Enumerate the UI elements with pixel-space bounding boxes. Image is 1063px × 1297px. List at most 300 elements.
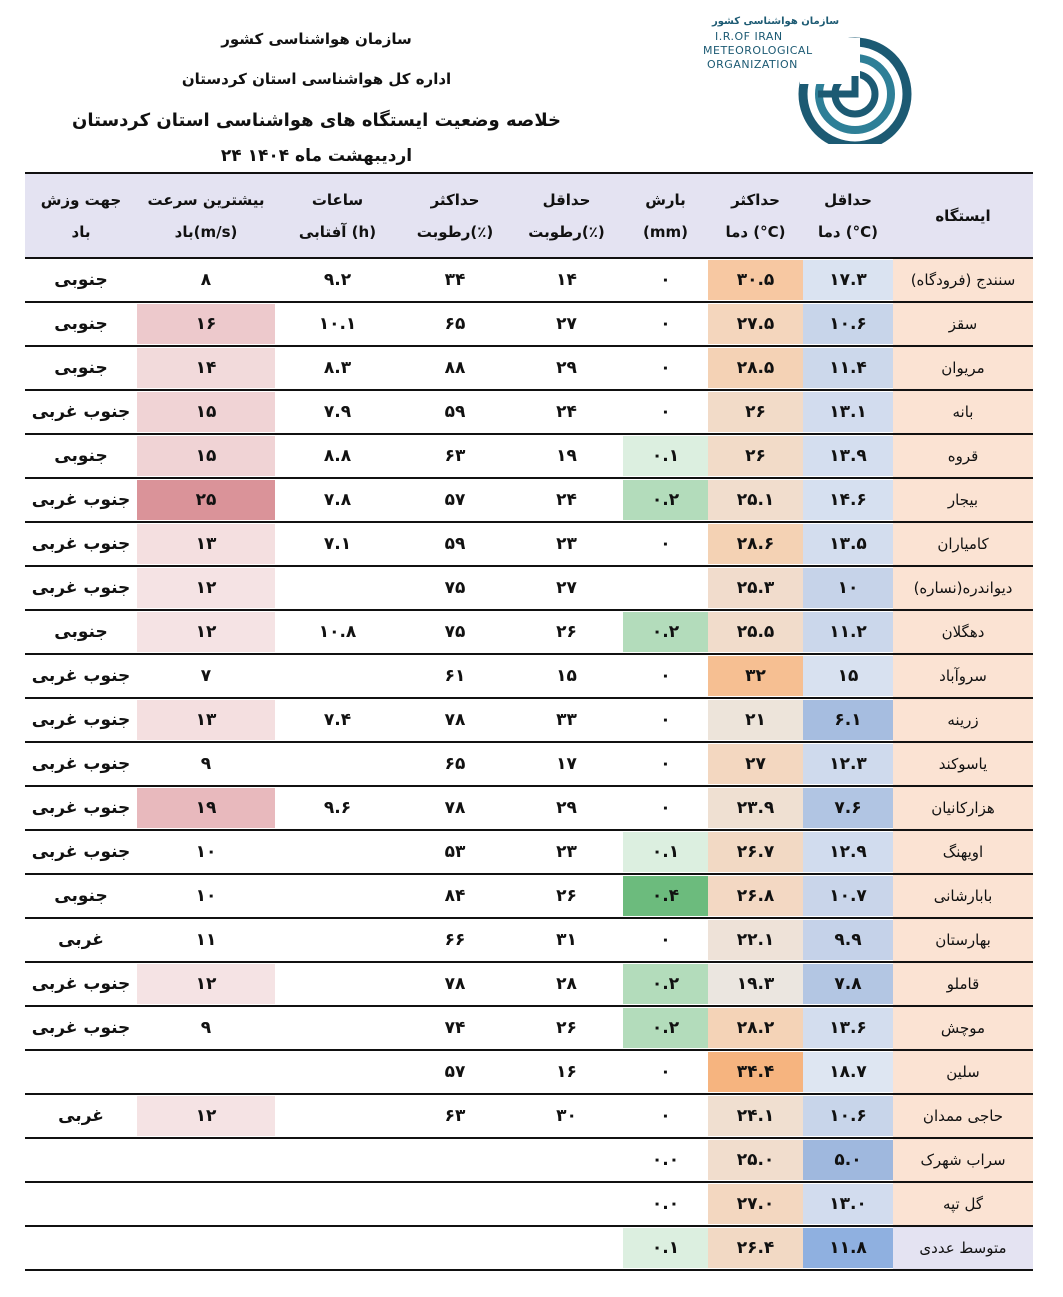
cell-precipitation	[623, 654, 708, 698]
table-row	[25, 610, 1033, 654]
cell-humidity-max: ۵۹	[400, 522, 510, 566]
table-row	[25, 1226, 1033, 1270]
col-header-temp-min: حداقل دما (°C)	[803, 173, 893, 258]
cell-temp-min	[803, 742, 893, 786]
cell-wind-speed	[137, 654, 275, 698]
cell-sunshine	[275, 1094, 400, 1138]
cell-temp-max-value: ۲۸.۲	[708, 1008, 803, 1048]
cell-humidity-min: ۱۶	[510, 1050, 623, 1094]
cell-wind-speed-value: ۱۰	[195, 886, 217, 906]
cell-humidity-max: ۶۳	[400, 434, 510, 478]
cell-wind-speed	[137, 1094, 275, 1138]
cell-station: سراب شهرک	[893, 1138, 1033, 1182]
cell-precipitation	[623, 1138, 708, 1182]
cell-humidity-min: ۲۴	[510, 390, 623, 434]
cell-station: سقز	[893, 302, 1033, 346]
cell-temp-max	[708, 1226, 803, 1270]
cell-wind-speed-value: ۹	[200, 754, 212, 774]
table-row	[25, 522, 1033, 566]
cell-wind-speed	[137, 742, 275, 786]
cell-wind-speed	[137, 302, 275, 346]
cell-wind-speed	[137, 1226, 275, 1270]
cell-precipitation-value: ۰.۱	[623, 832, 708, 872]
cell-temp-max-value: ۲۲.۱	[708, 920, 803, 960]
logo-english-line-2: METEOROLOGICAL	[703, 44, 813, 57]
cell-wind-speed	[137, 258, 275, 302]
cell-wind-speed	[137, 698, 275, 742]
cell-wind-speed	[137, 346, 275, 390]
cell-precipitation-value: ۰.۲	[623, 480, 708, 520]
cell-wind-direction: جنوب غربی	[25, 786, 137, 830]
cell-sunshine	[275, 918, 400, 962]
cell-station: قروه	[893, 434, 1033, 478]
cell-temp-min-value: ۱۰.۶	[803, 1096, 893, 1136]
cell-humidity-min	[510, 1138, 623, 1182]
cell-temp-max	[708, 698, 803, 742]
table-row	[25, 346, 1033, 390]
cell-temp-max	[708, 522, 803, 566]
cell-precipitation-value: ۰	[660, 1106, 671, 1126]
table-row	[25, 918, 1033, 962]
cell-temp-max-value: ۲۳.۹	[708, 788, 803, 828]
cell-sunshine	[275, 830, 400, 874]
cell-station: بیجار	[893, 478, 1033, 522]
cell-temp-min-value: ۱۱.۸	[803, 1228, 893, 1268]
weather-stations-table	[25, 172, 1033, 1271]
cell-wind-direction: جنوب غربی	[25, 654, 137, 698]
cell-precipitation-value: ۰	[660, 798, 671, 818]
cell-temp-min	[803, 258, 893, 302]
cell-sunshine	[275, 1006, 400, 1050]
cell-wind-speed-value: ۱۰	[195, 842, 217, 862]
cell-wind-direction	[25, 1050, 137, 1094]
cell-humidity-min: ۲۶	[510, 610, 623, 654]
cell-humidity-min: ۲۴	[510, 478, 623, 522]
table-row	[25, 1050, 1033, 1094]
cell-wind-direction: غربی	[25, 918, 137, 962]
cell-sunshine	[275, 1138, 400, 1182]
cell-sunshine: ۹.۲	[275, 258, 400, 302]
cell-humidity-max	[400, 1182, 510, 1226]
cell-humidity-max: ۶۳	[400, 1094, 510, 1138]
cell-humidity-max	[400, 1138, 510, 1182]
cell-wind-direction: جنوب غربی	[25, 830, 137, 874]
logo-persian-text: سازمان هواشناسی کشور	[712, 16, 840, 27]
cell-precipitation	[623, 918, 708, 962]
cell-humidity-min: ۱۷	[510, 742, 623, 786]
cell-station: سلین	[893, 1050, 1033, 1094]
cell-temp-min	[803, 786, 893, 830]
cell-precipitation	[623, 434, 708, 478]
cell-precipitation-value: ۰	[660, 666, 671, 686]
cell-wind-speed	[137, 786, 275, 830]
cell-temp-min-value: ۱۰	[803, 568, 893, 608]
cell-temp-min	[803, 390, 893, 434]
table-row	[25, 962, 1033, 1006]
cell-precipitation	[623, 1182, 708, 1226]
cell-sunshine: ۷.۴	[275, 698, 400, 742]
cell-wind-speed	[137, 830, 275, 874]
cell-humidity-min: ۲۳	[510, 522, 623, 566]
cell-temp-min-value: ۱۱.۲	[803, 612, 893, 652]
cell-station: قاملو	[893, 962, 1033, 1006]
cell-humidity-max: ۶۶	[400, 918, 510, 962]
cell-precipitation-value: ۰	[660, 314, 671, 334]
cell-temp-min	[803, 522, 893, 566]
cell-temp-max	[708, 654, 803, 698]
cell-humidity-min: ۲۶	[510, 1006, 623, 1050]
cell-temp-max	[708, 1182, 803, 1226]
cell-humidity-max: ۷۴	[400, 1006, 510, 1050]
cell-temp-max-value: ۲۷.۰	[708, 1184, 803, 1224]
cell-wind-speed-value: ۱۹	[137, 788, 275, 828]
cell-sunshine	[275, 1226, 400, 1270]
cell-sunshine: ۷.۹	[275, 390, 400, 434]
cell-temp-max	[708, 742, 803, 786]
cell-temp-min-value: ۱۳.۵	[803, 524, 893, 564]
cell-temp-max	[708, 830, 803, 874]
cell-wind-speed	[137, 610, 275, 654]
cell-precipitation	[623, 962, 708, 1006]
cell-station: کامیاران	[893, 522, 1033, 566]
cell-temp-max-value: ۳۴.۴	[708, 1052, 803, 1092]
cell-precipitation	[623, 610, 708, 654]
cell-precipitation-value: ۰	[660, 270, 671, 290]
cell-temp-min	[803, 874, 893, 918]
cell-humidity-max: ۷۸	[400, 786, 510, 830]
cell-humidity-max: ۷۵	[400, 610, 510, 654]
cell-temp-max	[708, 918, 803, 962]
table-row	[25, 390, 1033, 434]
cell-temp-max-value: ۳۲	[708, 656, 803, 696]
cell-temp-max	[708, 1094, 803, 1138]
cell-wind-speed-value: ۱۶	[137, 304, 275, 344]
cell-temp-max-value: ۲۱	[708, 700, 803, 740]
cell-humidity-max: ۵۹	[400, 390, 510, 434]
cell-temp-max	[708, 302, 803, 346]
cell-wind-speed-value: ۲۵	[137, 480, 275, 520]
cell-humidity-max: ۷۸	[400, 698, 510, 742]
cell-precipitation-value: ۰	[660, 402, 671, 422]
cell-wind-direction	[25, 1182, 137, 1226]
cell-temp-max	[708, 566, 803, 610]
cell-precipitation-value	[623, 568, 708, 608]
cell-station: موچش	[893, 1006, 1033, 1050]
cell-precipitation-value: ۰.۰	[651, 1194, 680, 1214]
organization-name: سازمان هواشناسی کشور	[221, 30, 412, 48]
cell-precipitation	[623, 522, 708, 566]
cell-humidity-max: ۶۵	[400, 742, 510, 786]
cell-humidity-max: ۷۵	[400, 566, 510, 610]
table-row	[25, 434, 1033, 478]
cell-station: مریوان	[893, 346, 1033, 390]
cell-wind-direction: جنوب غربی	[25, 742, 137, 786]
cell-humidity-max: ۵۷	[400, 478, 510, 522]
table-row	[25, 302, 1033, 346]
cell-temp-max	[708, 962, 803, 1006]
cell-temp-max-value: ۲۶	[708, 392, 803, 432]
cell-temp-min-value: ۱۸.۷	[803, 1052, 893, 1092]
cell-wind-direction: جنوبی	[25, 302, 137, 346]
cell-temp-min	[803, 1006, 893, 1050]
cell-wind-direction: جنوبی	[25, 258, 137, 302]
cell-station: دهگلان	[893, 610, 1033, 654]
cell-precipitation	[623, 1226, 708, 1270]
cell-sunshine: ۱۰.۱	[275, 302, 400, 346]
cell-temp-max-value: ۲۸.۶	[708, 524, 803, 564]
logo-english-line-1: I.R.OF IRAN	[715, 30, 783, 43]
cell-temp-max	[708, 874, 803, 918]
cell-wind-direction	[25, 1226, 137, 1270]
cell-temp-min	[803, 302, 893, 346]
cell-wind-speed-value: ۱۲	[137, 612, 275, 652]
cell-humidity-max: ۵۷	[400, 1050, 510, 1094]
cell-precipitation	[623, 478, 708, 522]
cell-humidity-min: ۱۵	[510, 654, 623, 698]
cell-temp-min	[803, 654, 893, 698]
cell-sunshine	[275, 1050, 400, 1094]
cell-temp-min-value: ۷.۸	[803, 964, 893, 1004]
cell-wind-direction: جنوب غربی	[25, 566, 137, 610]
cell-temp-min-value: ۱۲.۳	[803, 744, 893, 784]
cell-humidity-max: ۸۴	[400, 874, 510, 918]
cell-wind-speed-value: ۹	[200, 1018, 212, 1038]
cell-humidity-min: ۲۷	[510, 566, 623, 610]
cell-wind-speed	[137, 434, 275, 478]
cell-temp-max-value: ۲۷.۵	[708, 304, 803, 344]
department-name: اداره کل هواشناسی استان کردستان	[181, 70, 452, 88]
cell-temp-min-value: ۱۳.۱	[803, 392, 893, 432]
cell-wind-speed	[137, 1182, 275, 1226]
cell-station: گل تپه	[893, 1182, 1033, 1226]
cell-temp-max-value: ۱۹.۳	[708, 964, 803, 1004]
cell-temp-min-value: ۱۱.۴	[803, 348, 893, 388]
table-row	[25, 830, 1033, 874]
cell-sunshine	[275, 874, 400, 918]
cell-temp-max-value: ۳۰.۵	[708, 260, 803, 300]
cell-wind-speed-value: ۱۵	[137, 392, 275, 432]
cell-wind-speed	[137, 390, 275, 434]
cell-precipitation	[623, 258, 708, 302]
cell-wind-speed	[137, 1006, 275, 1050]
cell-temp-max	[708, 434, 803, 478]
cell-wind-speed-value: ۱۳	[137, 524, 275, 564]
cell-temp-min	[803, 1050, 893, 1094]
cell-temp-min-value: ۱۲.۹	[803, 832, 893, 872]
cell-temp-max-value: ۲۴.۱	[708, 1096, 803, 1136]
cell-wind-speed	[137, 1138, 275, 1182]
table-header-row	[25, 173, 1033, 258]
cell-station: سروآباد	[893, 654, 1033, 698]
table-row	[25, 742, 1033, 786]
cell-temp-max-value: ۲۵.۵	[708, 612, 803, 652]
cell-humidity-min: ۲۹	[510, 786, 623, 830]
cell-temp-min	[803, 1094, 893, 1138]
cell-precipitation-value: ۰.۱	[623, 1228, 708, 1268]
cell-wind-speed-value: ۱۵	[137, 436, 275, 476]
cell-precipitation-value: ۰	[660, 754, 671, 774]
cell-temp-max	[708, 478, 803, 522]
cell-humidity-max: ۸۸	[400, 346, 510, 390]
cell-wind-direction: جنوب غربی	[25, 1006, 137, 1050]
cell-wind-speed-value: ۱۲	[137, 964, 275, 1004]
cell-wind-speed-value: ۱۴	[137, 348, 275, 388]
cell-precipitation-value: ۰	[660, 1062, 671, 1082]
table-row	[25, 566, 1033, 610]
cell-wind-direction: جنوب غربی	[25, 962, 137, 1006]
cell-temp-min-value: ۱۳.۰	[803, 1184, 893, 1224]
cell-temp-max-value: ۲۶.۴	[708, 1228, 803, 1268]
cell-precipitation-value: ۰	[660, 358, 671, 378]
cell-wind-speed-value: ۱۳	[137, 700, 275, 740]
cell-sunshine	[275, 742, 400, 786]
cell-humidity-max: ۶۱	[400, 654, 510, 698]
cell-sunshine: ۹.۶	[275, 786, 400, 830]
cell-sunshine	[275, 654, 400, 698]
cell-wind-speed	[137, 478, 275, 522]
cell-sunshine: ۷.۸	[275, 478, 400, 522]
cell-temp-max	[708, 1050, 803, 1094]
cell-humidity-max: ۵۳	[400, 830, 510, 874]
cell-temp-min	[803, 1182, 893, 1226]
cell-temp-max	[708, 1138, 803, 1182]
col-header-temp-max: حداکثر دما (°C)	[708, 173, 803, 258]
cell-temp-min-value: ۱۵	[803, 656, 893, 696]
table-row	[25, 478, 1033, 522]
cell-temp-max-value: ۲۸.۵	[708, 348, 803, 388]
cell-humidity-max: ۶۵	[400, 302, 510, 346]
cell-wind-speed-value	[137, 1052, 275, 1092]
cell-wind-speed-value: ۱۲	[137, 1096, 275, 1136]
cell-humidity-max	[400, 1226, 510, 1270]
cell-temp-min	[803, 1138, 893, 1182]
cell-temp-min-value: ۷.۶	[803, 788, 893, 828]
cell-temp-min-value: ۱۳.۶	[803, 1008, 893, 1048]
cell-temp-min-value: ۱۰.۷	[803, 876, 893, 916]
cell-precipitation	[623, 742, 708, 786]
table-row	[25, 1006, 1033, 1050]
cell-wind-speed	[137, 522, 275, 566]
cell-wind-speed	[137, 566, 275, 610]
cell-wind-speed-value	[137, 1228, 275, 1268]
col-header-wind-speed: بیشترین سرعت باد(m/s)	[137, 173, 275, 258]
cell-station: متوسط عددی	[893, 1226, 1033, 1270]
cell-precipitation-value: ۰	[660, 710, 671, 730]
table-row	[25, 698, 1033, 742]
cell-precipitation	[623, 1050, 708, 1094]
cell-precipitation-value: ۰.۲	[623, 612, 708, 652]
cell-precipitation	[623, 566, 708, 610]
cell-wind-speed-value: ۱۱	[195, 930, 217, 950]
cell-wind-direction: جنوب غربی	[25, 390, 137, 434]
cell-sunshine: ۸.۸	[275, 434, 400, 478]
cell-humidity-min: ۲۳	[510, 830, 623, 874]
cell-wind-direction: جنوب غربی	[25, 478, 137, 522]
cell-precipitation	[623, 390, 708, 434]
cell-humidity-max: ۷۸	[400, 962, 510, 1006]
cell-wind-direction	[25, 1138, 137, 1182]
col-header-precipitation: بارش (mm)	[623, 173, 708, 258]
cell-temp-min-value: ۱۴.۶	[803, 480, 893, 520]
cell-station: بهارستان	[893, 918, 1033, 962]
cell-wind-speed-value: ۱۲	[137, 568, 275, 608]
cell-humidity-min: ۲۹	[510, 346, 623, 390]
cell-temp-min	[803, 918, 893, 962]
cell-wind-direction: جنوبی	[25, 434, 137, 478]
cell-sunshine: ۷.۱	[275, 522, 400, 566]
logo-english-line-3: ORGANIZATION	[707, 58, 798, 71]
cell-temp-max-value: ۲۶	[708, 436, 803, 476]
cell-station: دیواندره(نساره)	[893, 566, 1033, 610]
cell-station: بانه	[893, 390, 1033, 434]
table-row	[25, 786, 1033, 830]
cell-precipitation	[623, 786, 708, 830]
cell-precipitation	[623, 346, 708, 390]
cell-wind-speed-value	[137, 1140, 275, 1180]
cell-wind-speed	[137, 918, 275, 962]
cell-temp-max-value: ۲۵.۰	[708, 1140, 803, 1180]
cell-station: زرینه	[893, 698, 1033, 742]
cell-station: یاسوکند	[893, 742, 1033, 786]
cell-wind-direction: غربی	[25, 1094, 137, 1138]
cell-wind-speed-value	[137, 1184, 275, 1224]
cell-humidity-max: ۳۴	[400, 258, 510, 302]
cell-station: حاجی ممدان	[893, 1094, 1033, 1138]
cell-temp-max-value: ۲۶.۷	[708, 832, 803, 872]
cell-temp-min	[803, 566, 893, 610]
cell-wind-direction: جنوب غربی	[25, 522, 137, 566]
cell-temp-max	[708, 1006, 803, 1050]
cell-wind-direction: جنوبی	[25, 610, 137, 654]
cell-wind-speed	[137, 1050, 275, 1094]
cell-humidity-min: ۱۴	[510, 258, 623, 302]
col-header-humidity-min: حداقل رطوبت(٪)	[510, 173, 623, 258]
cell-temp-max-value: ۲۶.۸	[708, 876, 803, 916]
cell-temp-max	[708, 390, 803, 434]
cell-temp-min-value: ۱۳.۹	[803, 436, 893, 476]
cell-humidity-min: ۳۰	[510, 1094, 623, 1138]
cell-temp-max	[708, 786, 803, 830]
cell-wind-speed-value: ۸	[200, 270, 212, 290]
cell-precipitation	[623, 830, 708, 874]
cell-station: اویهنگ	[893, 830, 1033, 874]
cell-temp-min-value: ۱۷.۳	[803, 260, 893, 300]
cell-temp-max	[708, 346, 803, 390]
cell-humidity-min: ۱۹	[510, 434, 623, 478]
cell-station: هزارکانیان	[893, 786, 1033, 830]
table-row	[25, 1138, 1033, 1182]
cell-wind-direction: جنوبی	[25, 346, 137, 390]
table-row	[25, 874, 1033, 918]
cell-temp-max-value: ۲۵.۱	[708, 480, 803, 520]
report-date: ۲۴ اردیبهشت ماه ۱۴۰۴	[220, 146, 413, 166]
cell-precipitation	[623, 302, 708, 346]
cell-wind-speed-value: ۷	[200, 666, 212, 686]
col-header-station: ایستگاه	[893, 173, 1033, 258]
cell-temp-min	[803, 830, 893, 874]
cell-humidity-min: ۳۳	[510, 698, 623, 742]
cell-precipitation-value: ۰.۴	[623, 876, 708, 916]
cell-wind-direction: جنوبی	[25, 874, 137, 918]
cell-temp-min-value: ۱۰.۶	[803, 304, 893, 344]
cell-temp-max	[708, 258, 803, 302]
cell-station: بابارشانی	[893, 874, 1033, 918]
cell-precipitation	[623, 1006, 708, 1050]
cell-wind-speed	[137, 874, 275, 918]
cell-precipitation	[623, 1094, 708, 1138]
cell-wind-direction: جنوب غربی	[25, 698, 137, 742]
cell-temp-min	[803, 962, 893, 1006]
